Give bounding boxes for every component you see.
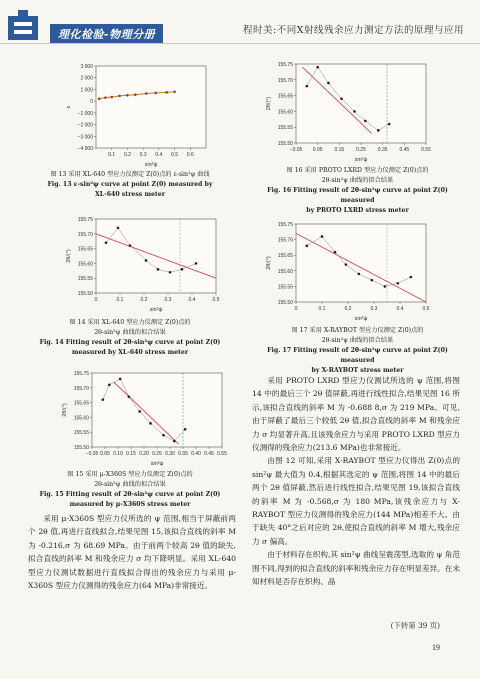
fig13-data-point bbox=[104, 96, 107, 99]
fig17-data-point bbox=[345, 263, 348, 266]
fig13-data-point bbox=[98, 98, 101, 101]
fig17-x-tick-label: 0.2 bbox=[344, 306, 352, 312]
fig16-x-tick-label: 0.15 bbox=[334, 147, 345, 153]
fig17-data-point bbox=[371, 279, 374, 282]
fig17-y-tick-label: 155.65 bbox=[277, 253, 293, 260]
fig17-y-tick-label: 155.60 bbox=[277, 268, 293, 275]
fig16-data-point bbox=[364, 120, 367, 123]
fig16-data-point bbox=[306, 85, 309, 88]
fig14-data-point bbox=[181, 268, 184, 271]
figure-17-caption bbox=[250, 326, 465, 376]
fig14-y-tick-label: 155.70 bbox=[77, 231, 93, 238]
caption-en: Fig. 14 Fitting result of 2θ-sin²ψ curve at point Z(0) bbox=[39, 339, 221, 346]
fig13-y-tick-label: 1 000 bbox=[80, 87, 93, 94]
fig15-data-point bbox=[128, 395, 131, 398]
fig17-data-point bbox=[397, 282, 400, 285]
fig13-data-point bbox=[173, 90, 176, 93]
fig15-x-tick-label: 0.30 bbox=[165, 451, 175, 457]
paragraph: 由于材料存在织构,其 sin²ψ 曲线呈震荡型,选取的 ψ 角范围不同,得到的拟合直线的斜率和残余应力存在明显差异。在未知材料是否存在织构、晶 bbox=[252, 550, 460, 587]
fig16-y-tick-label: 155.60 bbox=[277, 109, 293, 116]
fig15-x-tick-label: −0.05 bbox=[85, 451, 99, 457]
caption-en: Fig. 15 Fitting result of 2θ-sin²ψ curve at point Z(0) bbox=[39, 491, 221, 498]
fig15-data-point bbox=[102, 398, 105, 401]
header-divider bbox=[0, 43, 480, 44]
fig16-y-tick-label: 155.50 bbox=[277, 141, 293, 147]
fig15-x-tick-label: 0.35 bbox=[178, 451, 188, 457]
fig16-x-tick-label: 0.35 bbox=[377, 147, 388, 153]
fig16-data-point bbox=[388, 123, 391, 126]
fig13-data-point bbox=[126, 94, 129, 97]
fig13-x-axis-label: sin²ψ bbox=[144, 162, 158, 168]
fig13-data-point bbox=[145, 92, 148, 95]
fig14-data-point bbox=[195, 262, 198, 265]
caption-en: Fig. 16 Fitting result of 2θ-sin²ψ curve at point Z(0) measured bbox=[267, 187, 448, 204]
figure-14-chart bbox=[62, 213, 222, 313]
fig17-data-point bbox=[384, 285, 387, 288]
fig17-y-tick-label: 155.75 bbox=[277, 222, 293, 228]
caption-en: Fig. 13 ε-sin²ψ curve at point Z(0) measured by bbox=[47, 181, 213, 188]
fig17-data-point bbox=[321, 235, 324, 238]
journal-name: 理化检验-物理分册 bbox=[50, 24, 163, 44]
fig17-y-tick-label: 155.70 bbox=[277, 237, 293, 244]
fig14-y-tick-label: 155.65 bbox=[77, 246, 93, 253]
fig14-x-tick-label: 0.3 bbox=[164, 297, 172, 303]
page-number: 19 bbox=[432, 643, 440, 652]
fig16-plot-frame bbox=[296, 64, 426, 143]
fig15-x-tick-label: 0.20 bbox=[139, 451, 149, 457]
fig15-data-point bbox=[119, 378, 122, 381]
fig13-plot-frame bbox=[96, 66, 206, 148]
figure-17-chart bbox=[262, 218, 432, 322]
fig14-data-point bbox=[157, 268, 160, 271]
fig15-x-tick-label: 0.40 bbox=[191, 451, 201, 457]
fig17-data-point bbox=[334, 251, 337, 254]
fig14-x-tick-label: 0.2 bbox=[140, 297, 148, 303]
fig14-data-point bbox=[169, 271, 172, 274]
caption-en-2: XL-640 stress meter bbox=[95, 191, 165, 198]
caption-en: Fig. 17 Fitting result of 2θ-sin²ψ curve at point Z(0) measured bbox=[267, 347, 448, 364]
fig17-data-point bbox=[358, 273, 361, 276]
fig17-plot-frame bbox=[296, 224, 426, 302]
fig15-data-point bbox=[173, 440, 176, 443]
fig15-y-tick-label: 155.50 bbox=[73, 445, 89, 451]
fig13-y-axis-label: ε bbox=[66, 105, 72, 109]
fig15-plot-frame bbox=[92, 373, 222, 447]
fig14-data-point bbox=[129, 244, 132, 247]
caption-cn: 图 15 采用 μ-X360S 型应力仪测定 Z(0)点的 bbox=[67, 471, 193, 478]
fig16-x-tick-label: 0.45 bbox=[399, 147, 410, 153]
fig15-y-tick-label: 155.60 bbox=[73, 415, 89, 422]
fig16-data-point bbox=[340, 97, 343, 100]
fig15-data-point bbox=[184, 428, 187, 431]
fig16-data-point bbox=[377, 129, 380, 132]
caption-en-2: measured by μ-X360S stress meter bbox=[69, 501, 191, 508]
fig17-x-tick-label: 0.5 bbox=[422, 306, 430, 312]
fig15-x-tick-label: 0.45 bbox=[204, 451, 214, 457]
figure-15-chart bbox=[58, 367, 228, 467]
fig15-data-point bbox=[138, 410, 141, 413]
fig16-y-tick-label: 155.70 bbox=[277, 77, 293, 84]
fig13-y-tick-label: −1 000 bbox=[77, 110, 93, 117]
fig13-y-tick-label: −3 000 bbox=[77, 134, 93, 141]
fig13-y-tick-label: −2 000 bbox=[77, 122, 93, 129]
caption-cn-2: 2θ-sin²ψ 曲线的拟合结果 bbox=[321, 337, 394, 344]
fig14-x-axis-label: sin²ψ bbox=[149, 307, 163, 313]
fig14-data-point bbox=[145, 259, 148, 262]
figure-13-chart bbox=[62, 60, 212, 168]
fig15-y-tick-label: 155.75 bbox=[73, 371, 89, 377]
caption-en-2: by X-RAYBOT stress meter bbox=[311, 367, 404, 374]
fig16-y-tick-label: 155.65 bbox=[277, 93, 293, 100]
fig13-x-tick-label: 0.2 bbox=[123, 152, 131, 158]
fig17-y-tick-label: 155.55 bbox=[277, 284, 293, 291]
fig15-x-tick-label: 0.15 bbox=[126, 451, 136, 457]
fig15-y-tick-label: 155.70 bbox=[73, 385, 89, 392]
fig16-x-tick-label: 0.55 bbox=[421, 147, 431, 153]
fig13-data-point bbox=[118, 95, 121, 98]
fig16-x-axis-label: sin²ψ bbox=[354, 157, 368, 163]
paragraph: 采用 PROTO LXRD 型应力仪测试所选的 ψ 范围,将图 14 中的最后三个 2θ 值屏蔽,再进行线性拟合,结果见图 16 所示,该拟合直线的斜率 M 为 -0.688 8,σ 为 219 MPa。可见,由于屏蔽了最后三个较低 2θ 值,拟合直线的斜率 M 和残余应力 σ 均显著升高,且该残余应力与采用 PROTO LXRD 型应力仪测得的残余应力(213.6 MPa)也非常接近。 bbox=[252, 376, 460, 453]
fig16-y-tick-label: 155.55 bbox=[277, 125, 293, 132]
fig15-y-axis-label: 2θ/(°) bbox=[62, 403, 68, 417]
fig13-x-tick-label: 0.1 bbox=[108, 152, 116, 158]
figure-14-caption bbox=[18, 318, 242, 358]
fig13-x-tick-label: 0.6 bbox=[186, 152, 194, 158]
fig13-x-tick-label: 0.3 bbox=[139, 152, 147, 158]
fig15-x-tick-label: 0.05 bbox=[100, 451, 110, 457]
caption-cn-2: 2θ-sin²ψ 曲线的拟合结果 bbox=[94, 481, 166, 488]
fig13-data-point bbox=[134, 93, 137, 96]
figure-16-chart bbox=[262, 58, 432, 163]
fig14-x-tick-label: 0.5 bbox=[212, 297, 220, 303]
fig13-y-tick-label: −4 000 bbox=[77, 146, 93, 152]
figure-13-caption bbox=[18, 170, 242, 200]
fig17-x-tick-label: 0.4 bbox=[396, 306, 404, 312]
fig17-y-axis-label: 2θ/(°) bbox=[266, 256, 272, 270]
fig13-y-tick-label: 2 000 bbox=[80, 75, 93, 82]
continued-note: (下转第 39 页) bbox=[390, 621, 440, 630]
fig17-x-tick-label: 0.3 bbox=[370, 306, 378, 312]
body-text-left bbox=[28, 512, 236, 592]
fig15-x-axis-label: sin²ψ bbox=[150, 461, 164, 467]
fig13-data-point bbox=[154, 92, 157, 95]
fig17-x-tick-label: 0.1 bbox=[318, 306, 326, 312]
fig16-data-point bbox=[353, 110, 356, 113]
caption-cn-2: 2θ-sin²ψ 曲线的拟合结果 bbox=[321, 177, 394, 184]
fig16-data-point bbox=[316, 66, 319, 69]
fig17-data-point bbox=[306, 245, 309, 248]
fig16-data-point bbox=[327, 82, 330, 85]
fig13-x-tick-label: 0.5 bbox=[171, 152, 179, 158]
paragraph: 由图 12 可知,采用 X-RAYBOT 型应力仪得出 Z(0)点的 sin²ψ 最大值为 0.4,根据其选定的 ψ 范围,将图 14 中的最后两个 2θ 值屏蔽,然后进行线性拟合,结果见图 19,该拟合直线的斜率 M 为 -0.568,σ 为 180 MPa,该残余应力与 X-RAYBOT 型应力仪测得的残余应力(144 MPa)相差不大。由于缺失 40°之后对应的 2θ,使拟合直线的斜率 M 增大,残余应力 σ 偏高。 bbox=[252, 456, 460, 546]
caption-en-2: by PROTO LXRD stress meter bbox=[306, 207, 409, 214]
fig15-y-tick-label: 155.55 bbox=[73, 430, 89, 437]
fig14-data-point bbox=[117, 227, 120, 230]
caption-cn: 图 16 采用 PROTO LXRD 型应力仪测定 Z(0)点的 bbox=[286, 167, 429, 174]
caption-cn-2: 2θ-sin²ψ 曲线的拟合结果 bbox=[94, 329, 166, 336]
caption-cn: 图 17 采用 X-RAYBOT 型应力仪测定 Z(0)点的 bbox=[291, 327, 424, 334]
fig17-y-tick-label: 155.50 bbox=[277, 300, 293, 306]
fig14-x-tick-label: 0.4 bbox=[188, 297, 196, 303]
fig14-y-axis-label: 2θ/(°) bbox=[66, 249, 72, 263]
caption-en-2: measured by XL-640 stress meter bbox=[71, 349, 189, 356]
fig16-x-tick-label: 0.25 bbox=[356, 147, 366, 153]
fig13-x-tick-label: 0.4 bbox=[155, 152, 163, 158]
figure-16-caption bbox=[250, 166, 465, 216]
fig15-data-point bbox=[149, 422, 152, 425]
fig14-y-tick-label: 155.60 bbox=[77, 261, 93, 268]
fig13-y-tick-label: 3 000 bbox=[80, 64, 93, 70]
caption-cn: 图 14 采用 XL-640 型应力仪测定 Z(0)点的 bbox=[69, 319, 191, 326]
fig16-x-tick-label: 0.05 bbox=[312, 147, 323, 153]
caption-cn: 图 13 采用 XL-640 型应力仪测定 Z(0)点的 ε-sin²ψ 曲线 bbox=[50, 171, 210, 178]
fig17-x-axis-label: sin²ψ bbox=[354, 316, 368, 322]
fig14-data-point bbox=[105, 241, 108, 244]
fig13-data-point bbox=[110, 96, 113, 99]
fig15-y-tick-label: 155.65 bbox=[73, 400, 89, 407]
fig17-data-point bbox=[410, 276, 413, 279]
fig14-y-tick-label: 155.50 bbox=[77, 291, 93, 297]
fig17-x-tick-label: 0 bbox=[294, 306, 298, 312]
fig16-y-tick-label: 155.75 bbox=[277, 62, 293, 68]
figure-15-caption bbox=[18, 470, 242, 510]
fig15-x-tick-label: 0.55 bbox=[217, 451, 227, 457]
fig14-y-tick-label: 155.55 bbox=[77, 276, 93, 283]
journal-logo bbox=[8, 10, 48, 42]
fig14-y-tick-label: 155.75 bbox=[77, 217, 93, 223]
fig16-y-axis-label: 2θ/(°) bbox=[266, 96, 272, 111]
fig13-data-point bbox=[165, 91, 168, 94]
fig15-data-point bbox=[108, 384, 111, 387]
fig15-data-point bbox=[162, 434, 165, 437]
fig15-x-tick-label: 0.25 bbox=[152, 451, 162, 457]
fig16-x-tick-label: −0.05 bbox=[289, 147, 303, 153]
fig15-x-tick-label: 0.10 bbox=[113, 451, 123, 457]
body-text-right bbox=[252, 374, 460, 589]
fig14-x-tick-label: 0 bbox=[94, 297, 98, 303]
running-title: 程时美:不同X射线残余应力测定方法的原理与应用 bbox=[243, 25, 464, 36]
paragraph: 采用 μ-X360S 型应力仪所选的 ψ 范围,相当于屏蔽前两个 2θ 值,再进行直线拟合,结果见图 15,该拟合直线的斜率 M 为 -0.216,σ 为 68.69 MPa。由于前两个较高 2θ 值的缺失,拟合直线的斜率 M 和残余应力 σ 均下降明显。采用 XL-640 型应力仪测试数据进行直线拟合得出的残余应力与采用 μ-X360S 型应力仪测得的残余应力(64 MPa)非常接近。 bbox=[28, 514, 236, 591]
fig14-x-tick-label: 0.1 bbox=[116, 297, 124, 303]
fig13-y-tick-label: 0 bbox=[90, 99, 93, 106]
